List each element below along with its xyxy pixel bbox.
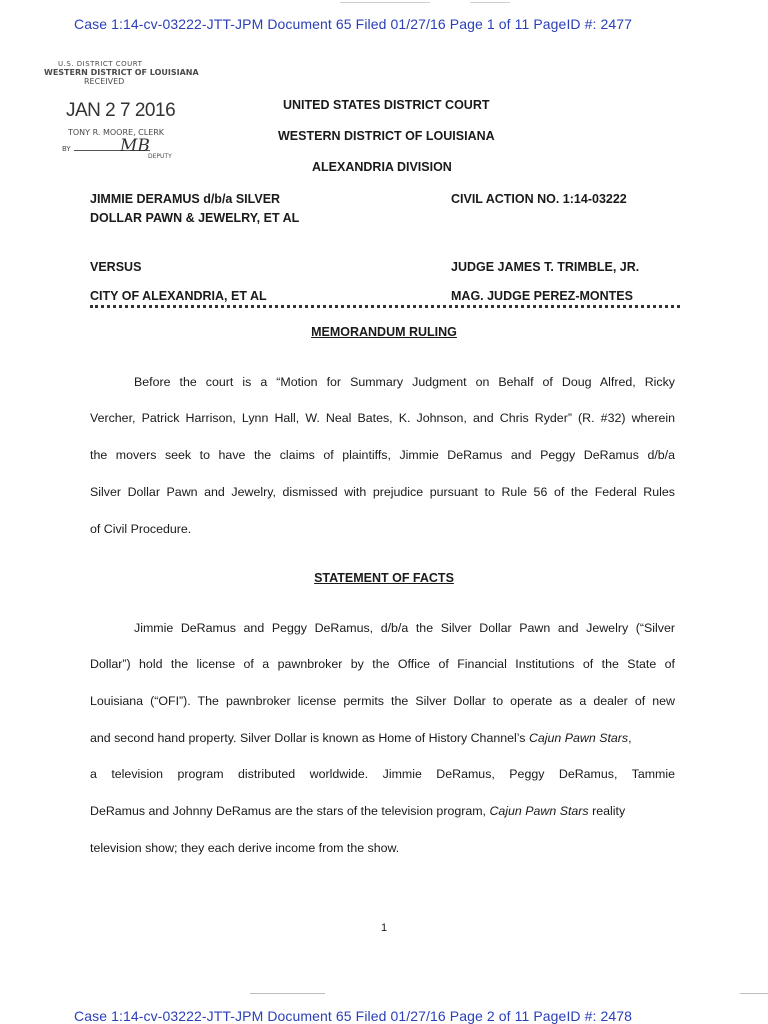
stamp-deputy: DEPUTY — [148, 153, 172, 160]
body-line: the movers seek to have the claims of plaintiffs, Jimmie DeRamus and Peggy DeRamus d/b/a — [90, 448, 675, 462]
civil-action-number: CIVIL ACTION NO. 1:14-03222 — [451, 192, 627, 206]
body-text: , — [628, 731, 632, 745]
body-text: reality — [588, 804, 626, 818]
body-text: DeRamus and Johnny DeRamus are the stars of the television program, — [90, 804, 490, 818]
judge-name: JUDGE JAMES T. TRIMBLE, JR. — [451, 260, 640, 274]
plaintiff-line-1: JIMMIE DERAMUS d/b/a SILVER — [90, 192, 281, 206]
ecf-header-next-page: Case 1:14-cv-03222-JTT-JPM Document 65 Filed 01/27/16 Page 2 of 11 PageID #: 2478 — [74, 1008, 633, 1024]
body-text: and second hand property. Silver Dollar is known as Home of History Channel’s — [90, 731, 529, 745]
stamp-signature: MB — [120, 136, 150, 156]
caption-dotted-rule — [90, 305, 680, 308]
body-line: a television program distributed worldwide. Jimmie DeRamus, Peggy DeRamus, Tammie — [90, 767, 675, 781]
defendant-name: CITY OF ALEXANDRIA, ET AL — [90, 289, 267, 303]
ecf-header: Case 1:14-cv-03222-JTT-JPM Document 65 Filed 01/27/16 Page 1 of 11 PageID #: 2477 — [74, 16, 633, 32]
court-division: ALEXANDRIA DIVISION — [312, 160, 452, 174]
show-title-italic: Cajun Pawn Stars — [528, 731, 629, 745]
body-line: Silver Dollar Pawn and Jewelry, dismissed with prejudice pursuant to Rule 56 of the Federal Rules — [90, 485, 675, 499]
page-break-line — [740, 993, 768, 994]
page-break-line — [250, 993, 325, 994]
stamp-clerk: TONY R. MOORE, CLERK — [68, 128, 165, 137]
body-line — [90, 731, 632, 745]
body-line: television show; they each derive income from the show. — [90, 841, 400, 855]
stamp-date: JAN 2 7 2016 — [66, 100, 176, 121]
facts-title: STATEMENT OF FACTS — [314, 571, 454, 585]
court-name: UNITED STATES DISTRICT COURT — [283, 98, 490, 112]
versus-label: VERSUS — [90, 260, 142, 274]
scan-artifact-line — [340, 2, 430, 3]
stamp-court-line: U.S. DISTRICT COURT — [58, 60, 143, 68]
body-line: Louisiana (“OFI”). The pawnbroker license permits the Silver Dollar to operate as a dealer of new — [90, 694, 675, 708]
plaintiff-line-2: DOLLAR PAWN & JEWELRY, ET AL — [90, 211, 300, 225]
page-number: 1 — [380, 922, 388, 934]
court-district: WESTERN DISTRICT OF LOUISIANA — [278, 129, 495, 143]
magistrate-judge: MAG. JUDGE PEREZ-MONTES — [451, 289, 633, 303]
body-line: of Civil Procedure. — [90, 522, 192, 536]
body-line: Vercher, Patrick Harrison, Lynn Hall, W. Neal Bates, K. Johnson, and Chris Ryder” (R. #32) wherein — [90, 411, 675, 425]
body-line — [90, 804, 625, 818]
body-line: Dollar”) hold the license of a pawnbroker by the Office of Financial Institutions of the State of — [90, 657, 675, 671]
scan-artifact-line — [470, 2, 510, 3]
memorandum-title: MEMORANDUM RULING — [311, 325, 457, 339]
body-line: Jimmie DeRamus and Peggy DeRamus, d/b/a the Silver Dollar Pawn and Jewelry (“Silver — [134, 621, 675, 635]
show-title-italic: Cajun Pawn Stars — [489, 804, 589, 818]
stamp-by: BY — [62, 145, 71, 153]
stamp-received-line: RECEIVED — [84, 77, 125, 86]
body-line: Before the court is a “Motion for Summary Judgment on Behalf of Doug Alfred, Ricky — [134, 375, 675, 389]
stamp-district-line: WESTERN DISTRICT OF LOUISIANA — [44, 68, 199, 77]
